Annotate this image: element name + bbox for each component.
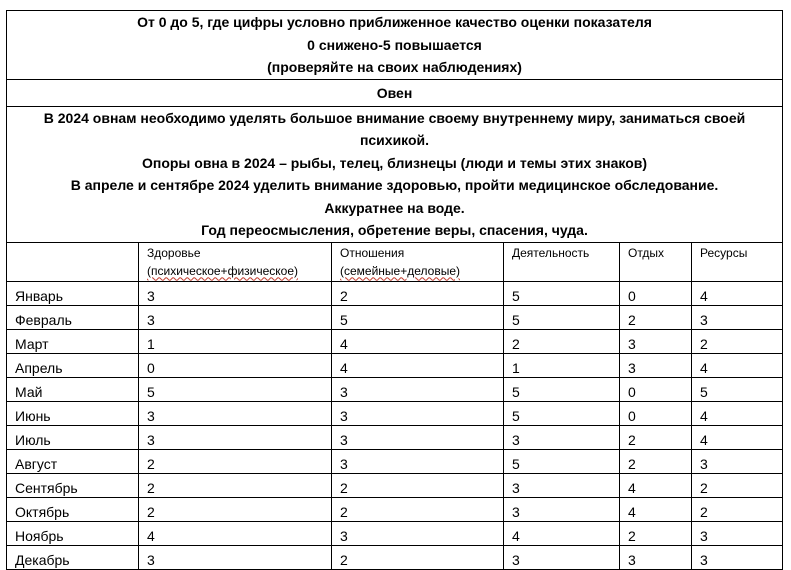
score-cell: 2: [620, 521, 692, 545]
table-row: [7, 449, 783, 473]
score-cell: 5: [332, 305, 504, 329]
score-cell: 2: [332, 281, 504, 305]
column-header-rest: [620, 242, 692, 281]
score-cell: 3: [139, 545, 332, 569]
score-cell: 5: [692, 377, 783, 401]
score-cell: 3: [332, 521, 504, 545]
score-cell: 3: [139, 425, 332, 449]
score-cell: 3: [620, 545, 692, 569]
month-cell: Июль: [7, 425, 139, 449]
score-cell: 4: [332, 329, 504, 353]
table-row: [7, 281, 783, 305]
month-cell: Апрель: [7, 353, 139, 377]
column-header-relations: [332, 242, 504, 281]
month-cell: Октябрь: [7, 497, 139, 521]
score-cell: 2: [139, 449, 332, 473]
month-cell: Август: [7, 449, 139, 473]
table-row: [7, 377, 783, 401]
score-cell: 3: [332, 425, 504, 449]
score-cell: 4: [692, 401, 783, 425]
score-cell: 4: [332, 353, 504, 377]
month-cell: Июнь: [7, 401, 139, 425]
year-forecast-text: [7, 106, 783, 242]
score-cell: 4: [504, 521, 620, 545]
score-cell: 3: [139, 401, 332, 425]
column-header-resources: [692, 242, 783, 281]
score-cell: 4: [692, 353, 783, 377]
column-header-activity: [504, 242, 620, 281]
table-row: [7, 473, 783, 497]
score-cell: 3: [692, 305, 783, 329]
score-cell: 3: [504, 497, 620, 521]
score-cell: 2: [692, 329, 783, 353]
empty-corner-cell: [7, 242, 139, 281]
forecast-table: [6, 10, 783, 570]
month-cell: Ноябрь: [7, 521, 139, 545]
score-cell: 2: [620, 449, 692, 473]
forecast-line: Опоры овна в 2024 – рыбы, телец, близнецы (люди и темы этих знаков): [141, 154, 648, 171]
month-cell: Май: [7, 377, 139, 401]
score-cell: 5: [504, 281, 620, 305]
score-cell: 3: [692, 521, 783, 545]
score-cell: 2: [692, 473, 783, 497]
score-cell: 3: [139, 281, 332, 305]
score-cell: 4: [139, 521, 332, 545]
score-cell: 2: [620, 305, 692, 329]
scale-line: (проверяйте на своих наблюдениях): [267, 59, 522, 75]
score-cell: 3: [620, 329, 692, 353]
column-subtitle: (семейные+деловые): [340, 263, 460, 278]
scale-line: От 0 до 5, где цифры условно приближенное качество оценки показателя: [137, 14, 652, 30]
column-title: Ресурсы: [700, 245, 748, 260]
table-row: [7, 401, 783, 425]
score-cell: 2: [504, 329, 620, 353]
column-title: Отдых: [628, 245, 665, 260]
month-rows: [7, 281, 783, 569]
table-row: [7, 425, 783, 449]
table-row: [7, 497, 783, 521]
score-cell: 2: [139, 473, 332, 497]
month-cell: Январь: [7, 281, 139, 305]
score-cell: 2: [332, 473, 504, 497]
score-cell: 3: [504, 473, 620, 497]
score-cell: 0: [139, 353, 332, 377]
score-cell: 5: [504, 401, 620, 425]
score-cell: 5: [139, 377, 332, 401]
score-cell: 1: [139, 329, 332, 353]
column-title: Здоровье: [147, 245, 201, 260]
month-cell: Декабрь: [7, 545, 139, 569]
score-cell: 1: [504, 353, 620, 377]
score-cell: 3: [692, 545, 783, 569]
forecast-line: Аккуратнее на воде.: [324, 199, 465, 216]
score-cell: 4: [620, 473, 692, 497]
column-subtitle: (психическое+физическое): [147, 263, 299, 278]
column-title: Отношения: [340, 245, 405, 260]
table-row: [7, 305, 783, 329]
score-cell: 0: [620, 401, 692, 425]
column-header-health: [139, 242, 332, 281]
table-row: [7, 353, 783, 377]
scale-line: 0 снижено-5 повышается: [307, 36, 482, 53]
score-cell: 2: [620, 425, 692, 449]
score-cell: 3: [620, 353, 692, 377]
month-cell: Март: [7, 329, 139, 353]
column-title: Деятельность: [512, 245, 590, 260]
table-row: [7, 545, 783, 569]
month-cell: Февраль: [7, 305, 139, 329]
score-cell: 3: [139, 305, 332, 329]
score-cell: 3: [332, 377, 504, 401]
table-row: [7, 329, 783, 353]
score-cell: 5: [504, 449, 620, 473]
table-row: [7, 521, 783, 545]
score-cell: 3: [332, 449, 504, 473]
score-cell: 2: [332, 545, 504, 569]
zodiac-sign-title: Овен: [7, 79, 783, 106]
score-cell: 3: [692, 449, 783, 473]
score-cell: 5: [504, 305, 620, 329]
forecast-line: В 2024 овнам необходимо уделять большое внимание своему внутреннему миру, заниматься своей психикой.: [43, 109, 746, 148]
score-cell: 4: [692, 281, 783, 305]
scale-description: [7, 11, 783, 80]
forecast-line: Год переосмысления, обретение веры, спасения, чуда.: [201, 222, 588, 238]
score-cell: 2: [332, 497, 504, 521]
score-cell: 3: [332, 401, 504, 425]
score-cell: 0: [620, 281, 692, 305]
score-cell: 4: [620, 497, 692, 521]
score-cell: 5: [504, 377, 620, 401]
score-cell: 2: [692, 497, 783, 521]
column-header-row: [7, 242, 783, 281]
score-cell: 3: [504, 425, 620, 449]
score-cell: 0: [620, 377, 692, 401]
score-cell: 2: [139, 497, 332, 521]
forecast-line: В апреле и сентябре 2024 уделить внимание здоровью, пройти медицинское обследование.: [70, 177, 719, 193]
month-cell: Сентябрь: [7, 473, 139, 497]
score-cell: 4: [692, 425, 783, 449]
score-cell: 3: [504, 545, 620, 569]
